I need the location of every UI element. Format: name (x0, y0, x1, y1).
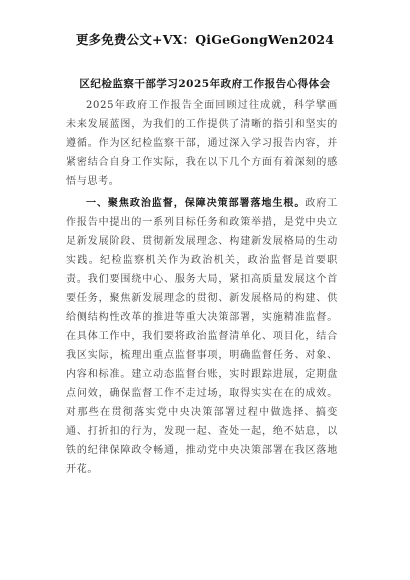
intro-paragraph: 2025年政府工作报告全面回顾过往成就，科学擘画未来发展蓝图，为我们的工作提供了清晰的指引和坚实的遵循。作为区纪检监察干部，通过深入学习报告内容，并紧密结合自身工作实际，我在以下几个方面有着深刻的感悟与思考。 (66, 100, 338, 187)
section-1-heading: 一、聚焦政治监督，保障决策部署落地生根。 (86, 198, 306, 209)
page-header: 更多免费公文+VX：QiGeGongWen2024 (75, 32, 335, 47)
document-body (66, 96, 338, 482)
section-1-text: 政府工作报告中提出的一系列目标任务和政策举措，是党中央立足新发展阶段、贯彻新发展理念、构建新发展格局的生动实践。纪检监察机关作为政治机关，政治监督是首要职责。我们要围绕中心、服务大局，紧扣高质量发展这个首要任务，聚焦新发展理念的贯彻、新发展格局的构建、供给侧结构性改革的推进等重大决策部署，实施精准监督。在具体工作中，我们要将政治监督清单化、项目化，结合我区实际，梳理出重点监督事项，明确监督任务、对象、内容和标准。建立动态监督台账，实时跟踪进展，定期盘点问效，确保监督工作不走过场，取得实实在在的成效。对那些在贯彻落实党中央决策部署过程中做选择、搞变通、打折扣的行为，发现一起、查处一起，绝不姑息，以铁的纪律保障政令畅通，推动党中央决策部署在我区落地开花。 (66, 198, 338, 475)
document-title: 区纪检监察干部学习2025年政府工作报告心得体会 (79, 78, 331, 90)
section-1-paragraph (66, 194, 338, 479)
